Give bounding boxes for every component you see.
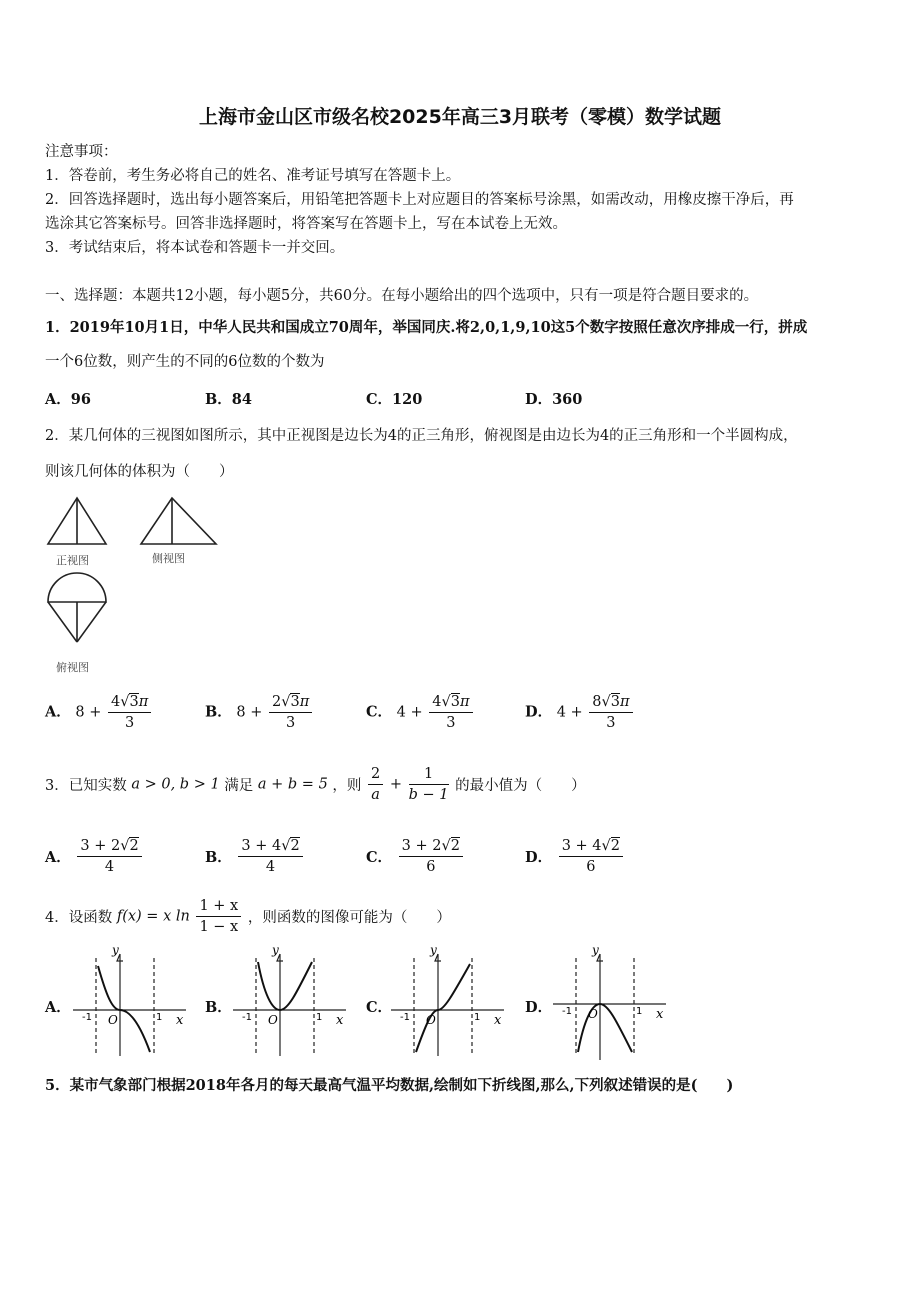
notice-heading: 注意事项： [45,144,118,160]
q2-option-a: A． 8 + $\frac{4√3\pi}{3}$ [45,692,153,733]
top-view-caption: 俯视图 [56,661,89,674]
top-view [48,573,106,642]
three-view-figure [40,492,240,682]
svg-text:y: y [272,944,279,957]
q2-option-b: B． 8 + $\frac{2√3\pi}{3}$ [205,692,314,733]
q1-option-a: A．96 [45,391,91,408]
q4-stem: 4．设函数 f(x) = x ln $\frac{1 + x}{1 - x}$ ，则函数的图像可能为（ ） [45,898,451,935]
q2-option-d: D． 4 + $\frac{8√3\pi}{3}$ [525,692,635,733]
svg-text:x: x [656,1007,664,1022]
q4-label-c: C． [366,999,393,1016]
svg-text:1: 1 [474,1012,481,1023]
svg-text:O: O [108,1013,118,1027]
q2-line1: 2．某几何体的三视图如图所示，其中正视图是边长为4的正三角形，俯视图是由边长为4的正三角形和一个半圆构成， [45,428,798,444]
q1-line2: 一个6位数，则产生的不同的6位数的个数为 [45,354,325,370]
front-view [48,498,106,544]
q1-option-b: B．84 [205,391,252,408]
svg-text:x: x [336,1013,344,1028]
q4-graph-d [548,944,678,1064]
notice-item-1: 1．答卷前，考生务必将自己的姓名、准考证号填写在答题卡上。 [45,168,461,184]
svg-text:-1: -1 [82,1012,92,1023]
front-view-caption: 正视图 [56,554,89,567]
q4-graph-b [228,944,358,1064]
q4-graph-c [386,944,516,1064]
q3-option-d: D． $\frac{3 + 4√2}{6}$ [525,836,625,877]
q4-graph-a [68,944,198,1064]
notice-item-2b: 选涂其它答案标号。回答非选择题时，将答案写在答题卡上，写在本试卷上无效。 [45,216,567,232]
svg-text:-1: -1 [400,1012,410,1023]
side-view-caption: 侧视图 [152,552,185,565]
q1-option-d: D．360 [525,391,583,408]
side-view [141,498,216,544]
svg-text:x: x [494,1013,502,1028]
q4-label-b: B． [205,999,232,1016]
svg-text:O: O [588,1007,598,1021]
svg-text:y: y [430,944,437,957]
svg-text:-1: -1 [562,1006,572,1017]
svg-text:y: y [112,944,119,957]
q3-option-a: A． $\frac{3 + 2√2}{4}$ [45,836,144,877]
q4-label-a: A． [45,999,71,1016]
notice-item-3: 3．考试结束后，将本试卷和答题卡一并交回。 [45,240,345,256]
q4-label-d: D． [525,999,553,1016]
q1-option-c: C．120 [366,391,423,408]
svg-text:1: 1 [636,1006,643,1017]
notice-item-2a: 2．回答选择题时，选出每小题答案后，用铅笔把答题卡上对应题目的答案标号涂黑，如需改动，用橡皮擦干净后，再 [45,192,794,208]
page-title: 上海市金山区市级名校2025年高三3月联考（零模）数学试题 [198,106,722,128]
q5-line1: 5．某市气象部门根据2018年各月的每天最高气温平均数据,绘制如下折线图,那么,下列叙述错误的是( ) [45,1077,734,1094]
svg-text:1: 1 [316,1012,323,1023]
q3-option-b: B． $\frac{3 + 4√2}{4}$ [205,836,305,877]
q1-line1: 1．2019年10月1日，中华人民共和国成立70周年，举国同庆.将2,0,1,9,10这5个数字按照任意次序排成一行，拼成 [45,319,808,336]
svg-text:y: y [592,944,599,957]
section-heading: 一、选择题：本题共12小题，每小题5分，共60分。在每小题给出的四个选项中，只有一项是符合题目要求的。 [45,288,759,304]
svg-text:-1: -1 [242,1012,252,1023]
q3-option-c: C． $\frac{3 + 2√2}{6}$ [366,836,465,877]
svg-text:1: 1 [156,1012,163,1023]
q3-stem: 3．已知实数 a > 0, b > 1 满足 a + b = 5 ，则 $\frac{2}{a}$ + $\frac{1}{b - 1}$ 的最小值为（ ） [45,766,586,803]
q2-option-c: C． 4 + $\frac{4√3\pi}{3}$ [366,692,475,733]
q2-line2: 则该几何体的体积为（ ） [45,464,234,480]
svg-text:O: O [426,1013,436,1027]
svg-text:x: x [176,1013,184,1028]
svg-text:O: O [268,1013,278,1027]
